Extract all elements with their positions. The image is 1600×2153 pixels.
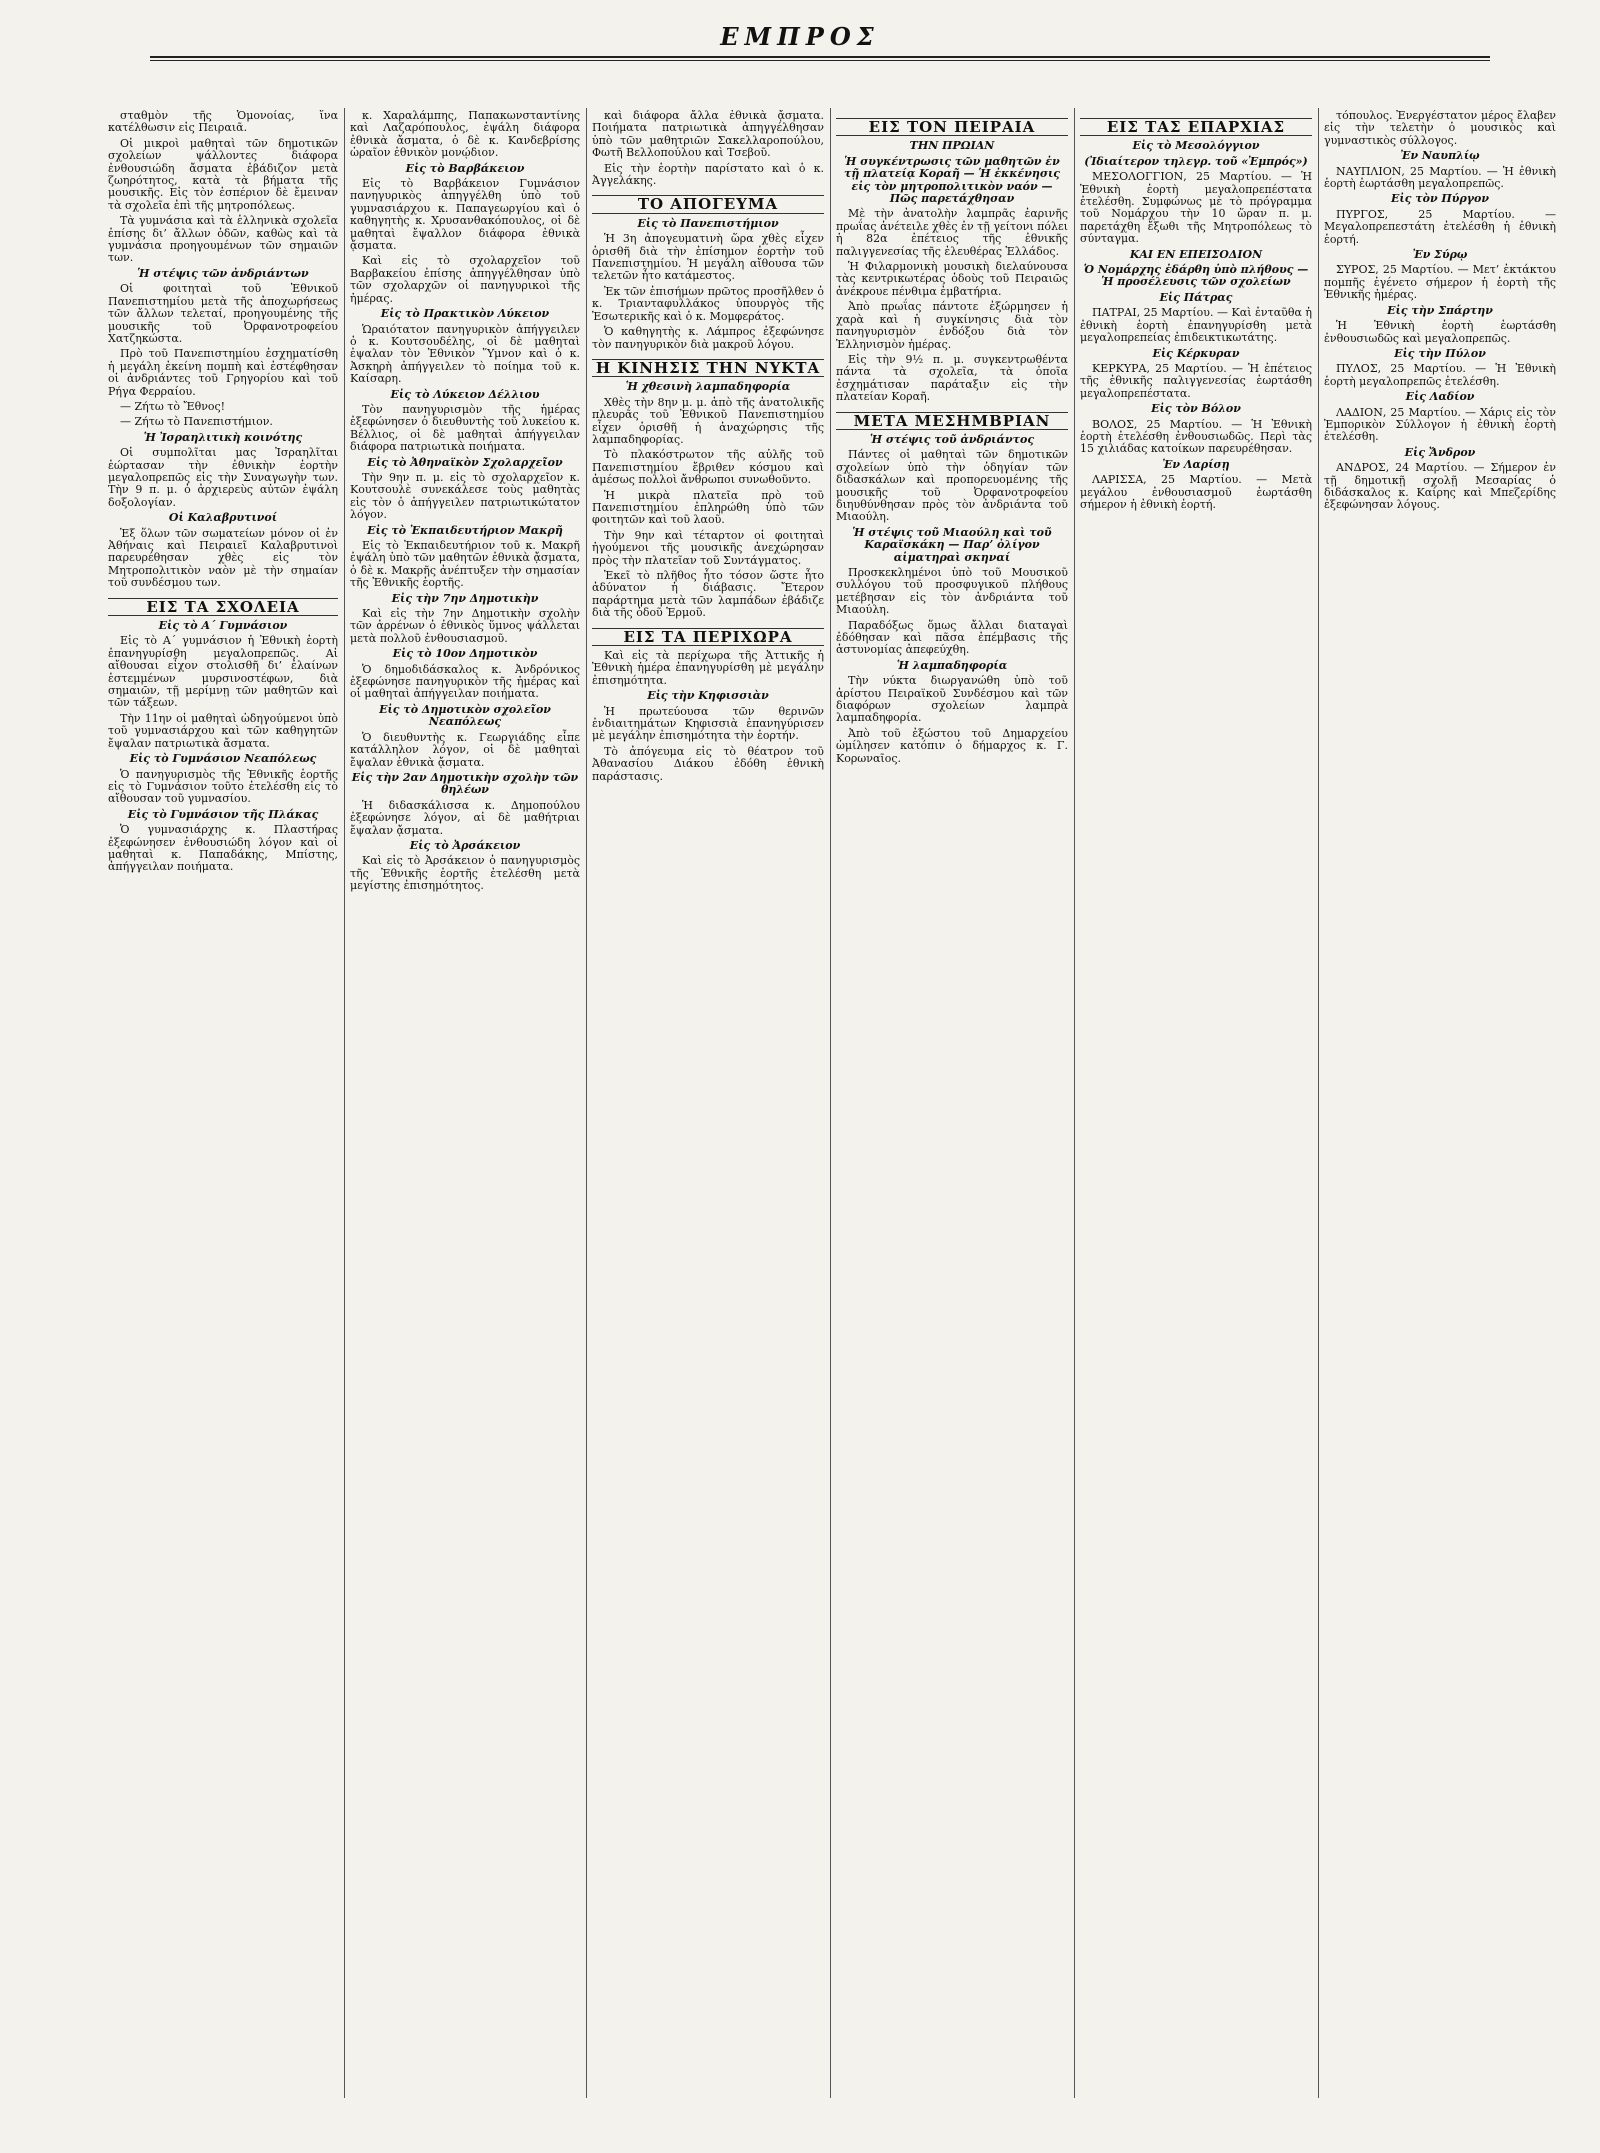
paragraph: — Ζήτω τὸ Πανεπιστήμιον. xyxy=(120,415,273,429)
section-heading: ΤΟ ΑΠΟΓΕΥΜΑ xyxy=(592,195,824,213)
paragraph: Ὁ καθηγητὴς κ. Λάμπρος ἐξεφώνησε τὸν πανηγυρικὸν διὰ μακροῦ λόγου. xyxy=(592,325,824,351)
paragraph: ΝΑΥΠΛΙΟΝ, 25 Μαρτίου. — Ἡ ἐθνικὴ ἑορτὴ ἑωρτάσθη μεγαλοπρεπῶς. xyxy=(1324,164,1556,191)
paragraph: Τὸ πλακόστρωτον τῆς αὐλῆς τοῦ Πανεπιστημίου ἔβριθεν κόσμου καὶ ἀμέσως πολλοὶ ἄνθρωποι συνωθοῦντο. xyxy=(592,448,824,487)
column-6 xyxy=(1324,110,1556,2095)
paragraph: Ἡ Φιλαρμονικὴ μουσικὴ διελαύνουσα τὰς κεντρικωτέρας ὁδοὺς τοῦ Πειραιῶς ἀνέκρουε πένθιμα ἐμβατήρια. xyxy=(836,260,1068,298)
subheading: Εἰς τὸ Δημοτικὸν σχολεῖον Νεαπόλεως xyxy=(379,702,551,729)
column-2 xyxy=(350,110,580,2095)
subheading: Εἰς Ἄνδρον xyxy=(1404,445,1476,459)
masthead-rule-thin xyxy=(150,60,1490,61)
paragraph: Εἰς τὴν 9½ π. μ. συγκεντρωθέντα πάντα τὰ σχολεῖα, τὰ ὁποῖα ἐσχημάτισαν παράταξιν εἰς τὴν πλατείαν Κοραῆ. xyxy=(836,352,1068,404)
paragraph: Τὴν 11ην οἱ μαθηταὶ ὡδηγούμενοι ὑπὸ τοῦ γυμνασιάρχου καὶ τῶν καθηγητῶν ἔψαλαν πατριωτικὰ ἄσματα. xyxy=(108,711,338,750)
paragraph: Ἐκ τῶν ἐπισήμων πρῶτος προσῆλθεν ὁ κ. Τριανταφυλλάκος ὑπουργὸς τῆς Ἐσωτερικῆς καὶ ὁ κ. Μομφεράτος. xyxy=(592,284,824,323)
paragraph: Εἰς τὸ Ἐκπαιδευτήριον τοῦ κ. Μακρῆ ἐψάλη ὑπὸ τῶν μαθητῶν ἐθνικὰ ᾄσματα, ὁ δὲ κ. Μακρῆς ἀνέπτυξεν τὴν σημασίαν τῆς Ἐθνικῆς ἑορτῆς. xyxy=(350,539,580,590)
paragraph: Πρὸ τοῦ Πανεπιστημίου ἐσχηματίσθη ἡ μεγάλη ἐκείνη πομπὴ καὶ ἐστέφθησαν οἱ ἀνδριάντες τοῦ Γρηγορίου καὶ τοῦ Ρήγα Φερραίου. xyxy=(108,347,338,398)
subheading: Ἡ στέψις τοῦ ἀνδριάντος xyxy=(869,432,1035,446)
paragraph: ΑΝΔΡΟΣ, 24 Μαρτίου. — Σήμερον ἐν τῇ δημοτικῇ σχολῇ Μεσαρίας ὁ διδάσκαλος κ. Καίρης καὶ Μπεζερίδης ἐξεφώνησαν λόγους. xyxy=(1324,461,1556,512)
paragraph: Ὁ γυμνασιάρχης κ. Πλαστήρας ἐξεφώνησεν ἐνθουσιώδη λόγον καὶ οἱ μαθηταὶ κ. Παπαδάκης, Μπίστης, ἀπήγγειλαν ποιήματα. xyxy=(108,823,338,874)
paragraph: Τὸ ἀπόγευμα εἰς τὸ θέατρον τοῦ Ἀθανασίου Διάκου ἐδόθη ἐθνικὴ παράστασις. xyxy=(592,744,824,783)
masthead: ΕΜΠΡΟΣ xyxy=(720,22,880,51)
section-heading: ΜΕΤΑ ΜΕΣΗΜΒΡΙΑΝ xyxy=(836,412,1068,430)
paragraph: Τὸν πανηγυρισμὸν τῆς ἡμέρας ἐξεφώνησεν ὁ διευθυντὴς τοῦ λυκείου κ. Βέλλιος, οἱ δὲ μαθηταὶ ἀπήγγειλαν διάφορα πατριωτικὰ ποιήματα. xyxy=(350,402,580,454)
subheading: Εἰς τὸ Ἀθηναϊκὸν Σχολαρχεῖον xyxy=(367,455,563,469)
subheading: Εἰς τὸ 10ον Δημοτικὸν xyxy=(392,647,538,661)
column-3 xyxy=(592,110,824,2095)
section-heading: ΕΙΣ ΤΑΣ ΕΠΑΡΧΙΑΣ xyxy=(1080,118,1312,136)
paragraph: Ὁ δημοδιδάσκαλος κ. Ἀνδρόνικος ἐξεφώνησε πανηγυρικὸν τῆς ἡμέρας καὶ οἱ μαθηταὶ ἀπήγγειλαν ποιήματα. xyxy=(350,662,580,701)
subheading: Ἐν Λαρίσῃ xyxy=(1162,457,1230,471)
paragraph: Μὲ τὴν ἀνατολὴν λαμπρᾶς ἐαρινῆς πρωΐας ἀνέτειλε χθὲς ἐν τῇ γείτονι πόλει ἡ 82α ἐπέτειος τῆς ἐθνικῆς παλιγγενεσίας τῆς ἐλευθέρας Ἑλλάδος. xyxy=(836,207,1068,258)
section-heading: ΕΙΣ ΤΑ ΠΕΡΙΧΩΡΑ xyxy=(592,628,824,646)
column-5 xyxy=(1080,110,1312,2095)
subheading: Εἰς τὸ Βαρβάκειον xyxy=(405,161,525,175)
column-divider xyxy=(1318,108,1319,2098)
column-divider xyxy=(1074,108,1075,2098)
subheading: ΤΗΝ ΠΡΩΙΑΝ xyxy=(909,139,995,153)
subheading: ΚΑΙ ΕΝ ΕΠΕΙΣΟΔΙΟΝ xyxy=(1129,247,1263,261)
paragraph: ΛΑΡΙΣΣΑ, 25 Μαρτίου. — Μετὰ μεγάλου ἐνθουσιασμοῦ ἐωρτάσθη σήμερον ἡ ἐθνικὴ ἑορτή. xyxy=(1080,473,1312,511)
paragraph: — Ζήτω τὸ Ἔθνος! xyxy=(120,399,226,413)
paragraph: Ἀπὸ πρωΐας πάντοτε ἐξώρμησεν ἡ χαρὰ καὶ ἡ συγκίνησις διὰ τὸν πανηγυρισμὸν ἐνδόξου διὰ τὸν Ἑλληνισμὸν ἡμέρας. xyxy=(836,300,1068,351)
column-1 xyxy=(108,110,338,2095)
paragraph: Προσκεκλημένοι ὑπὸ τοῦ Μουσικοῦ συλλόγου τοῦ προσφυγικοῦ πλήθους μετέβησαν εἰς τὸν ἀνδριάντα τοῦ Μιαούλη. xyxy=(836,566,1068,617)
paragraph: Ἀπὸ τοῦ ἐξώστου τοῦ Δημαρχείου ὡμίλησεν κατόπιν ὁ δήμαρχος κ. Γ. Κορωναῖος. xyxy=(836,726,1068,765)
paragraph: ΜΕΣΟΛΟΓΓΙΟΝ, 25 Μαρτίου. — Ἡ Ἐθνικὴ ἑορτὴ μεγαλοπρεπέστατα ἐτελέσθη. Συμφώνως μὲ τὸ πρόγραμμα τοῦ Νομάρχου τὴν 10 ὥραν π. μ. παρετάχθη ἔξωθι τῆς Μητροπόλεως τὸ σύνταγμα. xyxy=(1080,170,1312,246)
subheading: (Ἰδιαίτερον τηλεγρ. τοῦ «Ἐμπρός») xyxy=(1084,154,1308,168)
subheading: Ἡ λαμπαδηφορία xyxy=(896,658,1008,672)
paragraph: Πάντες οἱ μαθηταὶ τῶν δημοτικῶν σχολείων ὑπὸ τὴν ὁδηγίαν τῶν διδασκάλων καὶ προπορευομένης τῆς μουσικῆς τοῦ Ὀρφανοτροφείου διηυθύνθησαν πρὸς τὸν ἀνδριάντα τοῦ Μιαούλη. xyxy=(836,448,1068,524)
paragraph: σταθμὸν τῆς Ὁμονοίας, ἵνα κατέλθωσιν εἰς Πειραιᾶ. xyxy=(108,110,338,135)
paragraph: Ἡ 3η ἀπογευματινὴ ὥρα χθὲς εἶχεν ὁρισθῆ διὰ τὴν ἐπίσημον ἑορτὴν τοῦ Πανεπιστημίου. Ἡ μεγάλη αἴθουσα τῶν τελετῶν ἦτο κατάμεστος. xyxy=(592,232,824,283)
column-divider xyxy=(830,108,831,2098)
subheading: Ἡ στέψις τοῦ Μιαούλη καὶ τοῦ Καραϊσκάκη — Παρ’ ὀλίγον αἱματηραὶ σκηναί xyxy=(852,525,1052,564)
paragraph: Οἱ μικροὶ μαθηταὶ τῶν δημοτικῶν σχολείων ψάλλοντες διάφορα ἐνθουσιώδη ἄσματα ἐβάδιζον μετὰ ζωηρότητος, κατὰ τὰ βήματα τῆς μουσικῆς. Εἰς τὸν ἐσπέριον δὲ ἔμειναν τὰ σχολεῖα ἐπὶ τῆς μητροπόλεως. xyxy=(108,136,338,212)
subheading: Εἰς τὴν Κηφισσιὰν xyxy=(647,689,769,703)
column-4 xyxy=(836,110,1068,2095)
subheading: Ἡ Ἰσραηλιτικὴ κοινότης xyxy=(143,430,303,444)
paragraph: Καὶ εἰς τὰ περίχωρα τῆς Ἀττικῆς ἡ Ἐθνικὴ ἡμέρα ἐπανηγυρίσθη μὲ μεγάλην ἐπισημότητα. xyxy=(592,649,824,687)
subheading: Εἰς τὸ Πανεπιστήμιον xyxy=(637,216,779,230)
paragraph: ΠΑΤΡΑΙ, 25 Μαρτίου. — Καὶ ἐνταῦθα ἡ ἐθνικὴ ἑορτὴ ἐπανηγυρίσθη μετὰ μεγαλοπρεπείας ἐπιδεικτικωτάτης. xyxy=(1080,306,1312,345)
section-heading: Η ΚΙΝΗΣΙΣ ΤΗΝ ΝΥΚΤΑ xyxy=(592,359,824,377)
paragraph: Εἰς τὴν ἑορτὴν παρίστατο καὶ ὁ κ. Ἀγγελάκης. xyxy=(592,161,824,188)
paragraph: Εἰς τὸ Βαρβάκειον Γυμνάσιον πανηγυρικὸς ἀπηγγέλθη ὑπὸ τοῦ γυμνασιάρχου κ. Παπαγεωργίου καὶ ὁ καθηγητὴς κ. Χρυσανθακόπουλος, οἱ δὲ μαθηταὶ ἔψαλλον διάφορα ἐθνικὰ ᾄσματα. xyxy=(350,177,580,253)
subheading: Ἐν Σύρῳ xyxy=(1412,248,1468,262)
subheading: Εἰς τὸ Ἐκπαιδευτήριον Μακρῆ xyxy=(367,523,563,537)
paragraph: Τὰ γυμνάσια καὶ τὰ ἑλληνικὰ σχολεῖα ἐπίσης δι’ ἄλλων ὁδῶν, καθὼς καὶ τὰ γυμνάσια προηγουμένων τῶν σημαιῶν των. xyxy=(108,214,338,265)
subheading: Εἰς τὸ Μεσολόγγιον xyxy=(1132,139,1260,153)
paragraph: Ἡ διδασκάλισσα κ. Δημοπούλου ἐξεφώνησε λόγον, αἱ δὲ μαθήτριαι ἔψαλαν ᾄσματα. xyxy=(350,798,580,837)
paragraph: Ἡ Ἐθνικὴ ἑορτὴ ἑωρτάσθη ἐνθουσιωδῶς καὶ μεγαλοπρεπῶς. xyxy=(1324,319,1556,345)
paragraph: Ἐκεῖ τὸ πλῆθος ἦτο τόσον ὥστε ἦτο ἀδύνατον ἡ διάβασις. Ἔτερον παράρτημα μετὰ τῶν λαμπάδων ἐβάδιζε διὰ τῆς ὁδοῦ Ἑρμοῦ. xyxy=(592,569,824,620)
paragraph: κ. Χαραλάμπης, Παπακωνσταντίνης καὶ Λαζαρόπουλος, ἐψάλη διάφορα ἐθνικὰ ἄσματα, ὁ δὲ κ. Κανδεβρίσης ὡραῖον ἐθνικὸν μονῴδιον. xyxy=(350,110,580,160)
paragraph: ΛΑΔΙΟΝ, 25 Μαρτίου. — Χάρις εἰς τὸν Ἐμπορικὸν Σύλλογον ἡ ἐθνικὴ ἑορτὴ ἐτελέσθη. xyxy=(1324,405,1556,444)
paragraph: καὶ διάφορα ἄλλα ἐθνικὰ ᾄσματα. Ποιήματα πατριωτικὰ ἀπηγγέλθησαν ὑπὸ τῶν μαθητριῶν Σακελλαροπούλου, Φωτῆ Βελλοπούλου καὶ Τσεβοῦ. xyxy=(592,110,824,160)
paragraph: Καὶ εἰς τὸ Ἀρσάκειον ὁ πανηγυρισμὸς τῆς Ἐθνικῆς ἑορτῆς ἐτελέσθη μετὰ μεγίστης ἐπισημότητος. xyxy=(350,854,580,893)
column-divider xyxy=(586,108,587,2098)
subheading: Εἰς τὸ Γυμνάσιον τῆς Πλάκας xyxy=(127,807,319,821)
paragraph: Ἐξ ὅλων τῶν σωματείων μόνον οἱ ἐν Ἀθήναις καὶ Πειραιεῖ Καλαβρυτινοὶ παρευρέθησαν χθὲς εἰς τὸν Μητροπολιτικὸν ναὸν μὲ τὴν σημαίαν τοῦ συνδέσμου των. xyxy=(108,526,338,590)
paragraph: ΚΕΡΚΥΡΑ, 25 Μαρτίου. — Ἡ ἐπέτειος τῆς ἐθνικῆς παλιγγενεσίας ἑωρτάσθη μεγαλοπρεπέστατα. xyxy=(1080,361,1312,400)
paragraph: ΒΟΛΟΣ, 25 Μαρτίου. — Ἡ Ἐθνικὴ ἑορτὴ ἐτελέσθη ἐνθουσιωδῶς. Περὶ τὰς 15 χιλιάδας κατοίκων παρευρέθησαν. xyxy=(1080,417,1312,456)
paragraph: Χθὲς τὴν 8ην μ. μ. ἀπὸ τῆς ἀνατολικῆς πλευρᾶς τοῦ Ἐθνικοῦ Πανεπιστημίου εἶχεν ὁρισθῆ ἡ ἀναχώρησις τῆς λαμπαδηφορίας. xyxy=(592,395,824,446)
paragraph: ΣΥΡΟΣ, 25 Μαρτίου. — Μετ’ ἐκτάκτου πομπῆς ἐγένετο σήμερον ἡ ἑορτὴ τῆς Ἐθνικῆς ἡμέρας. xyxy=(1324,263,1556,302)
masthead-rule xyxy=(150,56,1490,58)
subheading: Εἰς τὸ Πρακτικὸν Λύκειον xyxy=(380,307,550,321)
paragraph: ΠΥΛΟΣ, 25 Μαρτίου. — Ἡ Ἐθνικὴ ἑορτὴ μεγαλοπρεπῶς ἐτελέσθη. xyxy=(1324,362,1556,388)
subheading: Ἡ συγκέντρωσις τῶν μαθητῶν ἐν τῇ πλατείᾳ Κοραῆ — Ἡ ἐκκένησις εἰς τὸν μητροπολιτικὸν ναόν — Πῶς παρετάχθησαν xyxy=(844,154,1060,206)
paragraph: τόπουλος. Ἐνεργέστατον μέρος ἔλαβεν εἰς τὴν τελετὴν ὁ μουσικὸς καὶ γυμναστικὸς σύλλογος. xyxy=(1324,110,1556,147)
paragraph: ΠΥΡΓΟΣ, 25 Μαρτίου. — Μεγαλοπρεπεστάτη ἐτελέσθη ἡ ἐθνικὴ ἑορτή. xyxy=(1324,207,1556,246)
subheading: Εἰς τὸ Ἀρσάκειον xyxy=(409,838,521,852)
paragraph: Τὴν 9ην π. μ. εἰς τὸ σχολαρχεῖον κ. Κουτσουλὲ συνεκάλεσε τοὺς μαθητὰς εἰς τὸν ὁ ἀπήγγειλεν πατριωτικώτατον λόγον. xyxy=(350,470,580,522)
subheading: Ὁ Νομάρχης ἐδάρθη ὑπὸ πλήθους — Ἡ προσέλευσις τῶν σχολείων xyxy=(1083,263,1309,289)
subheading: Ἡ στέψις τῶν ἀνδριάντων xyxy=(137,266,309,280)
paragraph: Εἰς τὸ Α΄ γυμνάσιον ἡ Ἐθνικὴ ἑορτὴ ἐπανηγυρίσθη μεγαλοπρεπῶς. Αἱ αἴθουσαι εἶχον στολισθῆ δι’ ἐλαίνων ἑστεμμένων μυρσινοστέφων, διὰ σημαιῶν, τῇ μερίμνῃ τῶν μαθητῶν καὶ τῶν τάξεων. xyxy=(108,634,338,710)
subheading: Εἰς Κέρκυραν xyxy=(1152,346,1240,360)
paragraph: Ὁ πανηγυρισμὸς τῆς Ἐθνικῆς ἑορτῆς εἰς τὸ Γυμνάσιον τοῦτο ἐτελέσθη εἰς τὸ αἴθουσαν τοῦ γυμνασίου. xyxy=(108,767,338,806)
subheading: Εἰς τὴν Σπάρτην xyxy=(1387,303,1493,317)
column-divider xyxy=(344,108,345,2098)
subheading: Ἐν Ναυπλίῳ xyxy=(1400,149,1480,163)
paragraph: Ὡραιότατον πανηγυρικὸν ἀπήγγειλεν ὁ κ. Κουτσουδέλης, οἱ δὲ μαθηταὶ ἐψαλαν τὸν Ἐθνικὸν Ὕμνον καὶ ὁ κ. Ἀσκηρὴ ἀπήγγειλεν τὸ ποίημα τοῦ κ. Καίσαρη. xyxy=(350,322,580,386)
subheading: Εἰς τὸ Λύκειον Δέλλιου xyxy=(390,387,540,401)
paragraph: Καὶ εἰς τὴν 7ην Δημοτικὴν σχολὴν τῶν ἀρρένων ὁ ἐθνικὸς ὕμνος ψάλλεται μετὰ πολλοῦ ἐνθουσιασμοῦ. xyxy=(350,607,580,645)
subheading: Εἰς τὸ Γυμνάσιον Νεαπόλεως xyxy=(129,752,317,766)
subheading: Εἰς τὸ Α΄ Γυμνάσιον xyxy=(158,619,288,633)
paragraph: Ἡ πρωτεύουσα τῶν θερινῶν ἐνδιαιτημάτων Κηφισσιὰ ἐπανηγύρισεν μὲ μεγάλην ἐπισημότητα τὴν ἑορτήν. xyxy=(592,704,824,743)
paragraph: Οἱ συμπολῖται μας Ἰσραηλῖται ἑώρτασαν τὴν ἐθνικὴν ἑορτὴν μεγαλοπρεπῶς εἰς τὴν Συναγωγὴν των. Τὴν 9 π. μ. ὁ ἀρχιερεὺς αὐτῶν ἐψάλη δοξολογίαν. xyxy=(108,446,338,509)
paragraph: Τὴν 9ην καὶ τέταρτον οἱ φοιτηταὶ ἡγούμενοι τῆς μουσικῆς ἀνεχώρησαν πρὸς τὴν πλατεῖαν τοῦ Συντάγματος. xyxy=(592,528,824,567)
paragraph: Ἡ μικρὰ πλατεῖα πρὸ τοῦ Πανεπιστημίου ἐπληρώθη ὑπὸ τῶν φοιτητῶν καὶ τοῦ λαοῦ. xyxy=(592,488,824,527)
subheading: Εἰς τὸν Πύργον xyxy=(1390,192,1489,206)
subheading: Ἡ χθεσινὴ λαμπαδηφορία xyxy=(625,380,791,394)
subheading: Εἰς τὴν 7ην Δημοτικὴν xyxy=(391,591,539,605)
subheading: Εἰς τὴν Πύλον xyxy=(1394,346,1486,360)
paragraph: Οἱ φοιτηταὶ τοῦ Ἐθνικοῦ Πανεπιστημίου μετὰ τῆς ἀποχωρήσεως τῶν ἄλλων τελεταί, προηγουμένης τῆς μουσικῆς τοῦ Ὀρφανοτροφείου Χατζηκώστα. xyxy=(108,282,338,345)
section-heading: ΕΙΣ ΤΟΝ ΠΕΙΡΑΙΑ xyxy=(836,118,1068,136)
paragraph: Ὁ διευθυντὴς κ. Γεωργιάδης εἶπε κατάλληλον λόγον, οἱ δὲ μαθηταὶ ἔψαλαν ἐθνικὰ ᾄσματα. xyxy=(350,730,580,769)
subheading: Εἰς Λαδίον xyxy=(1405,390,1475,404)
paragraph: Τὴν νύκτα διωργανώθη ὑπὸ τοῦ ἀρίστου Πειραϊκοῦ Συνδέσμου καὶ τῶν διαφόρων σχολείων λαμπρὰ λαμπαδηφορία. xyxy=(836,674,1068,725)
paragraph: Καὶ εἰς τὸ σχολαρχεῖον τοῦ Βαρβακείου ἐπίσης ἀπηγγέλθησαν ὑπὸ τῶν σχολαρχῶν οἱ πανηγυρικοὶ τῆς ἡμέρας. xyxy=(350,254,580,305)
subheading: Εἰς τὴν 2αν Δημοτικὴν σχολὴν τῶν θηλέων xyxy=(351,770,579,797)
subheading: Οἱ Καλαβρυτινοί xyxy=(168,511,278,525)
paragraph: Παραδόξως ὅμως ἄλλαι διαταγαὶ ἐδόθησαν καὶ πᾶσα ἐπέμβασις τῆς ἀστυνομίας ἀπεφεύχθη. xyxy=(836,618,1068,657)
subheading: Εἰς Πάτρας xyxy=(1159,290,1233,304)
subheading: Εἰς τὸν Βόλον xyxy=(1151,402,1241,416)
section-heading: ΕΙΣ ΤΑ ΣΧΟΛΕΙΑ xyxy=(108,598,338,616)
